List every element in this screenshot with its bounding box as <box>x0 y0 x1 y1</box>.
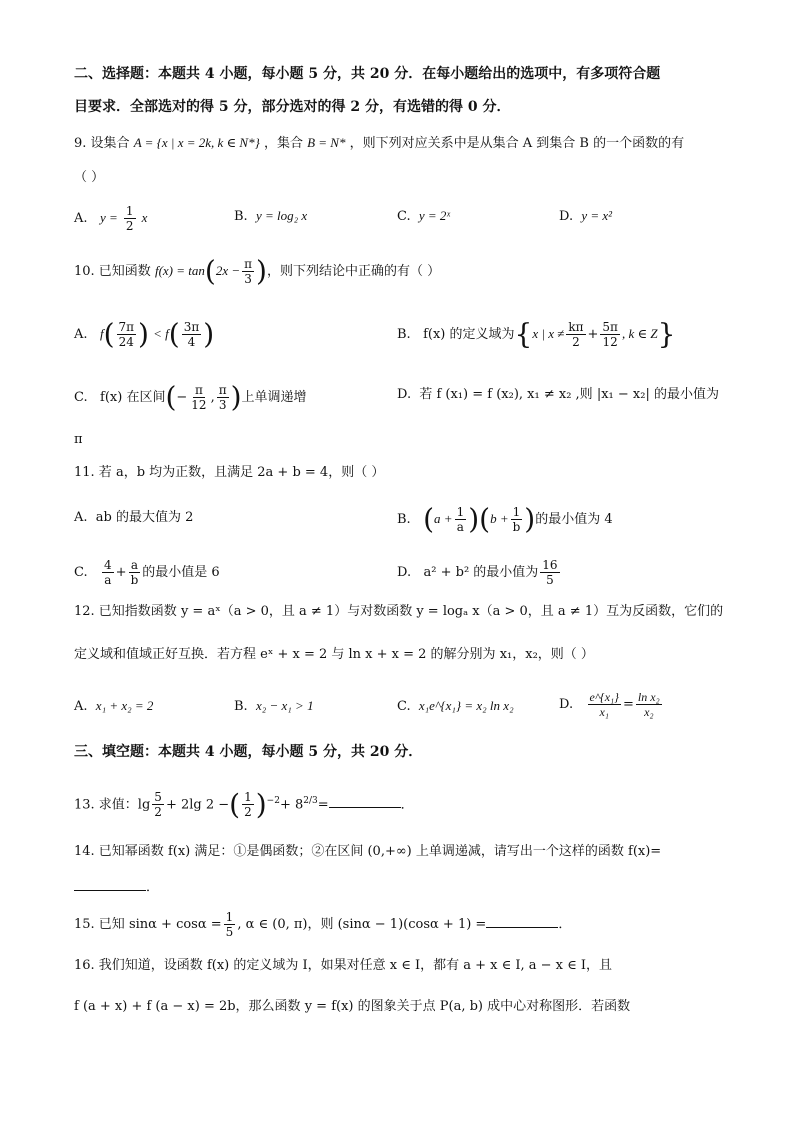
q12-option-d: D. $\frac{\text{e\textasciicircum{}\{x₁\}}}{\text{x₁}}$ = $\frac{\text{ln x₂}}{\text{x₂}}$ <box>559 690 660 719</box>
question-13: 13. 求值：lg $\frac{5}{2}$ + 2lg 2 −( $\frac{1}{2}$ )$^{-2}+ 8^{2/3}=$ ． <box>74 787 414 821</box>
q10-option-a: A. f( $\frac{7\pi}{24}$ ) < f( $\frac{3\pi}{4}$ ) <box>74 317 215 351</box>
q12-option-c: C. x₁e^{x₁} = x₂ ln x₂ <box>397 698 514 714</box>
q12-option-a: A. x₁ + x₂ = 2 <box>74 698 154 714</box>
q9-option-d: D. y = x² <box>559 208 613 224</box>
q11-option-b: B. (a + $\frac{1}{a}$ )(b + $\frac{1}{b}$ )的最小值为 4 <box>397 502 613 536</box>
question-16-line2: f (a + x) + f (a − x) = 2b，那么函数 y = f(x) 的图象关于点 P(a, b) 成中心对称图形．若函数 <box>74 999 631 1014</box>
q10-option-d: D. 若 f (x₁) = f (x₂), x₁ ≠ x₂ ,则 |x₁ − x₂| 的最小值为 <box>397 387 719 402</box>
question-14-line1: 14. 已知幂函数 f(x) 满足：①是偶函数；②在区间 (0,+∞) 上单调递减，请写出一个这样的函数 f(x)= <box>74 844 662 859</box>
q10-option-b: B. f(x) 的定义域为{x | x ≠ $\frac{k\pi}{2}$ + $\frac{5\pi}{12}$ , k ∈ Z} <box>397 317 676 351</box>
q10-option-c: C. f(x) 在区间(− $\frac{\pi}{12}$ , $\frac{\pi}{3}$ )上单调递增 <box>74 380 307 414</box>
section-2-heading-line2: 目要求．全部选对的得 5 分，部分选对的得 2 分，有选错的得 0 分． <box>74 99 511 115</box>
question-16-line1: 16. 我们知道，设函数 f(x) 的定义域为 I，如果对任意 x ∈ I，都有 a + x ∈ I, a − x ∈ I，且 <box>74 958 613 973</box>
q13-answer-blank[interactable] <box>329 795 401 808</box>
question-12-line2: 定义域和值域正好互换．若方程 eˣ + x = 2 与 ln x + x = 2 的解分别为 x₁，x₂，则（ ） <box>74 647 594 662</box>
section-2-heading-line1: 二、选择题：本题共 4 小题，每小题 5 分，共 20 分．在每小题给出的选项中，有多项符合题 <box>74 66 661 82</box>
q11-option-d: D. a² + b² 的最小值为 $\frac{16}{5}$ <box>397 558 558 587</box>
question-14-answer: ． <box>74 878 159 898</box>
q15-answer-blank[interactable] <box>486 915 558 928</box>
question-15: 15. 已知 sinα + cosα = $\frac{1}{5}$ , α ∈ (0, π)，则 (sinα − 1)(cosα + 1) = ． <box>74 910 572 939</box>
q11-option-c: C. $\frac{4}{a}$ + $\frac{a}{b}$ 的最小值是 6 <box>74 558 220 587</box>
q12-option-b: B. x₂ − x₁ > 1 <box>234 698 314 714</box>
question-11-stem: 11. 若 a，b 均为正数，且满足 2a + b = 4，则（ ） <box>74 465 385 480</box>
q10-option-d-continuation: π <box>74 432 83 447</box>
section-3-heading: 三、填空题：本题共 4 小题，每小题 5 分，共 20 分． <box>74 744 423 760</box>
q9-option-c: C. y = 2ˣ <box>397 208 451 224</box>
question-10-stem: 10. 已知函数 f(x) = tan(2x − $\frac{\pi}{3}$ )，则下列结论中正确的有（ ） <box>74 254 441 288</box>
q14-answer-blank[interactable] <box>74 878 146 891</box>
question-12-line1: 12. 已知指数函数 y = aˣ（a > 0，且 a ≠ 1）与对数函数 y = logₐ x（a > 0，且 a ≠ 1）互为反函数，它们的 <box>74 604 724 619</box>
q9-option-a: A. y = $\frac{1}{2}$ x <box>74 204 148 233</box>
question-9-paren: （ ） <box>74 170 105 185</box>
q11-option-a: A. ab 的最大值为 2 <box>74 510 194 525</box>
question-9-stem: 9. 设集合 A = {x | x = 2k, k ∈ N*} ，集合 B = N* ，则下列对应关系中是从集合 A 到集合 B 的一个函数的有 <box>74 135 685 151</box>
q9-option-b: B. y = log₂ x <box>234 208 308 224</box>
